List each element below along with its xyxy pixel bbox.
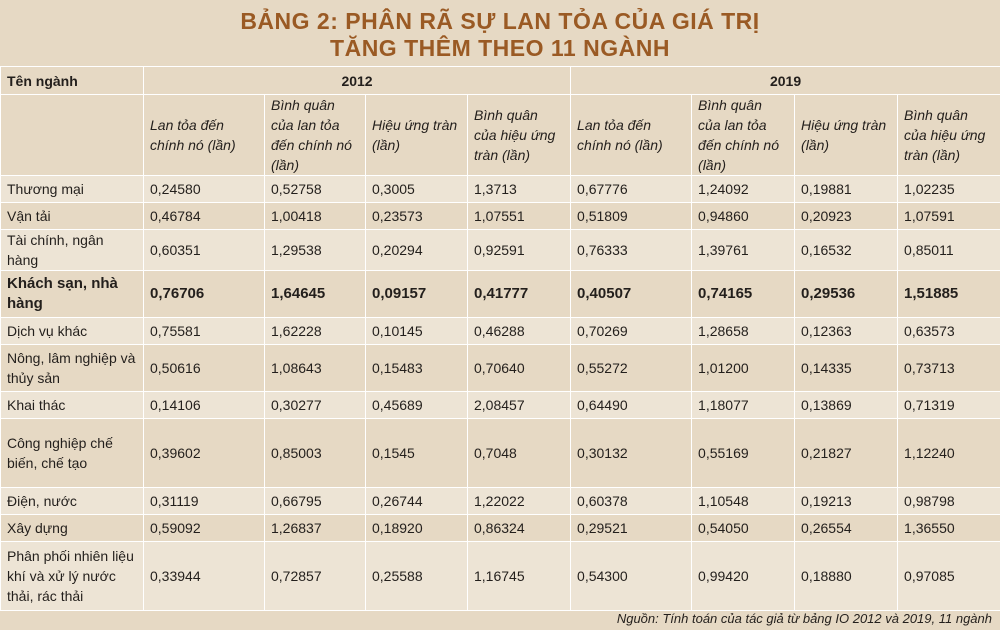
source-note: Nguồn: Tính toán của tác giả từ bảng IO 2012 và 2019, 11 ngành [616,611,992,626]
value-cell: 1,29538 [265,230,366,271]
column-header: Bình quân của lan tỏa đến chính nó (lần) [265,95,366,176]
value-cell: 0,19881 [795,176,898,203]
value-cell: 0,24580 [144,176,265,203]
value-cell: 0,10145 [366,318,468,345]
value-cell: 0,25588 [366,542,468,611]
column-header: Lan tỏa đến chính nó (lần) [571,95,692,176]
table-row [1,542,1000,611]
value-cell: 0,86324 [468,515,571,542]
data-table [0,66,1000,611]
table-row [1,392,1000,419]
title-line-1: BẢNG 2: PHÂN RÃ SỰ LAN TỎA CỦA GIÁ TRỊ [240,8,760,34]
value-cell: 0,33944 [144,542,265,611]
value-cell: 0,46784 [144,203,265,230]
value-cell: 0,63573 [898,318,1000,345]
value-cell: 0,97085 [898,542,1000,611]
value-cell: 0,7048 [468,419,571,488]
value-cell: 0,98798 [898,488,1000,515]
table-title [0,0,1000,66]
value-cell: 0,21827 [795,419,898,488]
table-row [1,345,1000,392]
value-cell: 1,22022 [468,488,571,515]
year-2012-header: 2012 [144,67,571,95]
value-cell: 1,36550 [898,515,1000,542]
value-cell: 0,15483 [366,345,468,392]
value-cell: 0,29521 [571,515,692,542]
value-cell: 1,24092 [692,176,795,203]
value-cell: 0,85003 [265,419,366,488]
value-cell: 0,72857 [265,542,366,611]
value-cell: 0,09157 [366,271,468,318]
value-cell: 0,76706 [144,271,265,318]
sector-name-cell: Dịch vụ khác [1,318,144,345]
sector-name-cell: Thương mại [1,176,144,203]
table-row [1,318,1000,345]
value-cell: 1,07591 [898,203,1000,230]
value-cell: 1,07551 [468,203,571,230]
value-cell: 0,41777 [468,271,571,318]
value-cell: 0,45689 [366,392,468,419]
value-cell: 0,13869 [795,392,898,419]
value-cell: 0,70269 [571,318,692,345]
value-cell: 0,70640 [468,345,571,392]
table-row [1,203,1000,230]
value-cell: 1,26837 [265,515,366,542]
value-cell: 0,29536 [795,271,898,318]
value-cell: 0,51809 [571,203,692,230]
sector-name-cell: Xây dựng [1,515,144,542]
value-cell: 0,30277 [265,392,366,419]
table-row [1,271,1000,318]
value-cell: 0,46288 [468,318,571,345]
value-cell: 0,14335 [795,345,898,392]
value-cell: 0,60351 [144,230,265,271]
value-cell: 0,23573 [366,203,468,230]
value-cell: 1,51885 [898,271,1000,318]
value-cell: 0,55272 [571,345,692,392]
sector-name-cell: Vận tải [1,203,144,230]
value-cell: 0,73713 [898,345,1000,392]
value-cell: 0,55169 [692,419,795,488]
value-cell: 0,54300 [571,542,692,611]
value-cell: 0,16532 [795,230,898,271]
value-cell: 0,14106 [144,392,265,419]
value-cell: 0,99420 [692,542,795,611]
value-cell: 0,1545 [366,419,468,488]
sector-name-cell: Điện, nước [1,488,144,515]
value-cell: 0,94860 [692,203,795,230]
table-row [1,176,1000,203]
value-cell: 0,20923 [795,203,898,230]
value-cell: 0,64490 [571,392,692,419]
sector-header: Tên ngành [1,67,144,95]
value-cell: 1,01200 [692,345,795,392]
year-2019-header: 2019 [571,67,1000,95]
value-cell: 1,62228 [265,318,366,345]
value-cell: 0,60378 [571,488,692,515]
table-row [1,419,1000,488]
table-row [1,488,1000,515]
value-cell: 1,12240 [898,419,1000,488]
value-cell: 1,02235 [898,176,1000,203]
table-row [1,230,1000,271]
value-cell: 0,74165 [692,271,795,318]
value-cell: 0,67776 [571,176,692,203]
value-cell: 1,3713 [468,176,571,203]
column-header: Hiệu ứng tràn (lần) [366,95,468,176]
value-cell: 1,00418 [265,203,366,230]
value-cell: 0,52758 [265,176,366,203]
value-cell: 0,71319 [898,392,1000,419]
value-cell: 0,3005 [366,176,468,203]
value-cell: 0,12363 [795,318,898,345]
value-cell: 0,26554 [795,515,898,542]
empty-header-cell [1,95,144,176]
value-cell: 0,92591 [468,230,571,271]
column-header: Hiệu ứng tràn (lần) [795,95,898,176]
value-cell: 1,08643 [265,345,366,392]
value-cell: 1,28658 [692,318,795,345]
value-cell: 0,20294 [366,230,468,271]
sector-name-cell: Công nghiệp chế biến, chế tạo [1,419,144,488]
value-cell: 0,40507 [571,271,692,318]
value-cell: 0,85011 [898,230,1000,271]
value-cell: 2,08457 [468,392,571,419]
value-cell: 1,39761 [692,230,795,271]
sector-name-cell: Nông, lâm nghiệp và thủy sản [1,345,144,392]
value-cell: 0,18880 [795,542,898,611]
value-cell: 0,59092 [144,515,265,542]
value-cell: 0,26744 [366,488,468,515]
sector-name-cell: Khai thác [1,392,144,419]
value-cell: 1,64645 [265,271,366,318]
value-cell: 0,66795 [265,488,366,515]
column-header: Bình quân của hiệu ứng tràn (lần) [468,95,571,176]
value-cell: 1,18077 [692,392,795,419]
table-row [1,515,1000,542]
value-cell: 0,54050 [692,515,795,542]
column-header: Bình quân của hiệu ứng tràn (lần) [898,95,1000,176]
value-cell: 0,31119 [144,488,265,515]
value-cell: 0,18920 [366,515,468,542]
sector-name-cell: Phân phối nhiên liệu khí và xử lý nước thải, rác thải [1,542,144,611]
value-cell: 0,39602 [144,419,265,488]
sector-name-cell: Tài chính, ngân hàng [1,230,144,271]
column-header: Lan tỏa đến chính nó (lần) [144,95,265,176]
sector-name-cell: Khách sạn, nhà hàng [1,271,144,318]
title-line-2: TĂNG THÊM THEO 11 NGÀNH [330,35,670,61]
value-cell: 1,10548 [692,488,795,515]
value-cell: 0,75581 [144,318,265,345]
value-cell: 0,50616 [144,345,265,392]
value-cell: 1,16745 [468,542,571,611]
value-cell: 0,76333 [571,230,692,271]
value-cell: 0,30132 [571,419,692,488]
column-header: Bình quân của lan tỏa đến chính nó (lần) [692,95,795,176]
value-cell: 0,19213 [795,488,898,515]
